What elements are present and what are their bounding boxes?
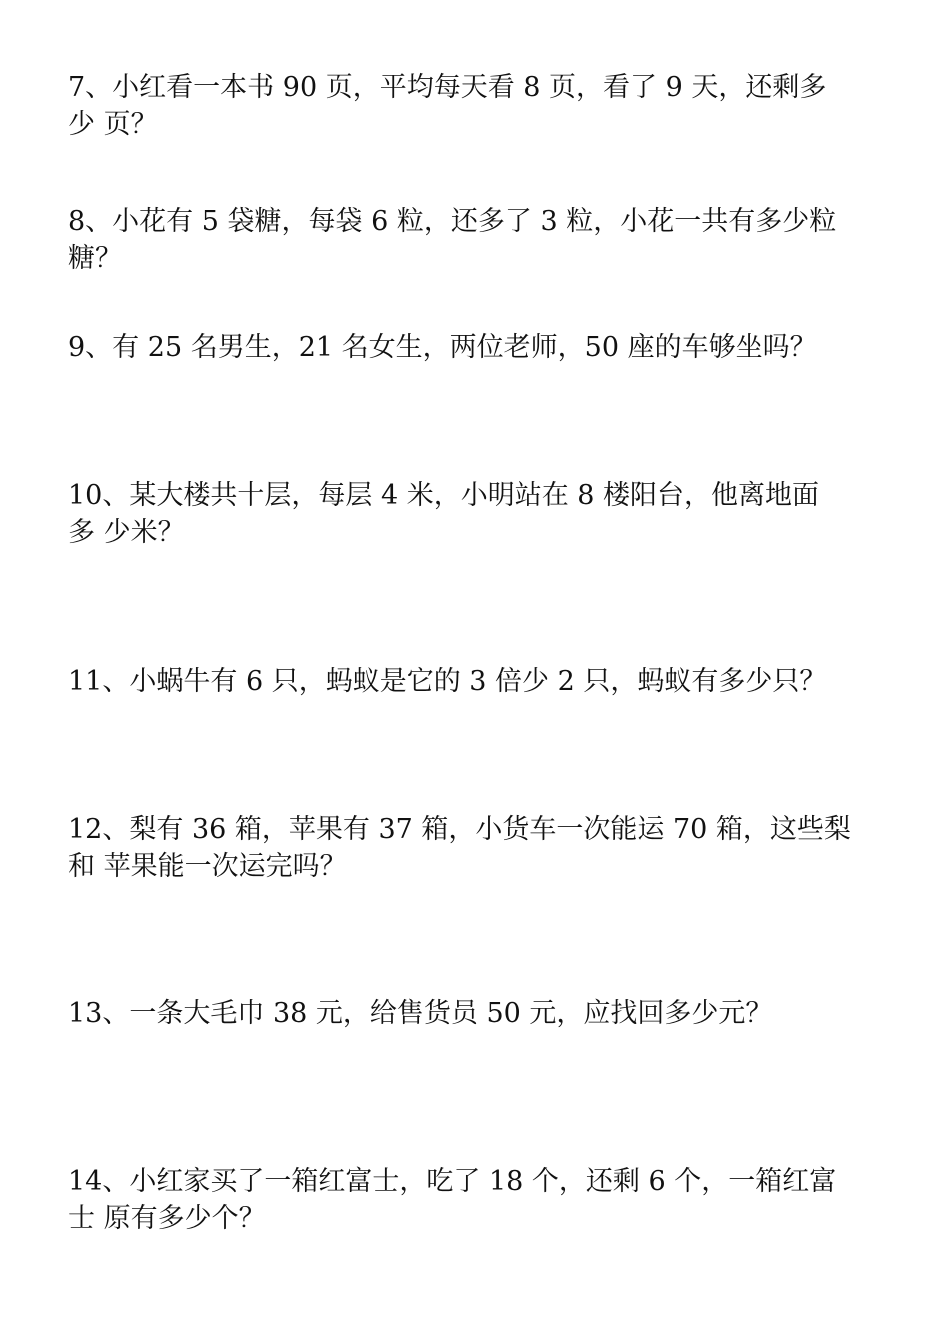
problem-14-line-1: 14、小红家买了一箱红富士，吃了 18 个，还剩 6 个，一箱红富 [68,1166,837,1197]
problem-10-line-2: 多 少米？ [68,517,185,548]
word-problem-8 [68,203,888,277]
problem-10-line-1: 10、某大楼共十层，每层 4 米，小明站在 8 楼阳台，他离地面 [68,480,820,511]
word-problem-11 [68,663,888,700]
problem-12-line-1: 12、梨有 36 箱，苹果有 37 箱，小货车一次能运 70 箱，这些梨 [68,814,851,845]
problem-9-line-1: 9、有 25 名男生，21 名女生，两位老师，50 座的车够坐吗？ [68,332,817,363]
word-problem-7 [68,69,888,143]
problem-7-line-1: 7、小红看一本书 90 页，平均每天看 8 页，看了 9 天，还剩多 [68,72,827,103]
word-problem-10 [68,477,888,551]
problem-12-line-2: 和 苹果能一次运完吗？ [68,851,347,882]
word-problem-12 [68,811,888,885]
word-problem-14 [68,1163,888,1237]
word-problem-13 [68,995,888,1032]
word-problem-9 [68,329,888,366]
problem-8-line-1: 8、小花有 5 袋糖，每袋 6 粒，还多了 3 粒，小花一共有多少粒 [68,206,837,237]
problem-11-line-1: 11、小蜗牛有 6 只，蚂蚁是它的 3 倍少 2 只，蚂蚁有多少只？ [68,666,827,697]
problem-13-line-1: 13、一条大毛巾 38 元，给售货员 50 元，应找回多少元？ [68,998,773,1029]
problem-7-line-2: 少 页？ [68,109,158,140]
problem-8-line-2: 糖？ [68,243,122,274]
problem-14-line-2: 士 原有多少个？ [68,1203,266,1234]
